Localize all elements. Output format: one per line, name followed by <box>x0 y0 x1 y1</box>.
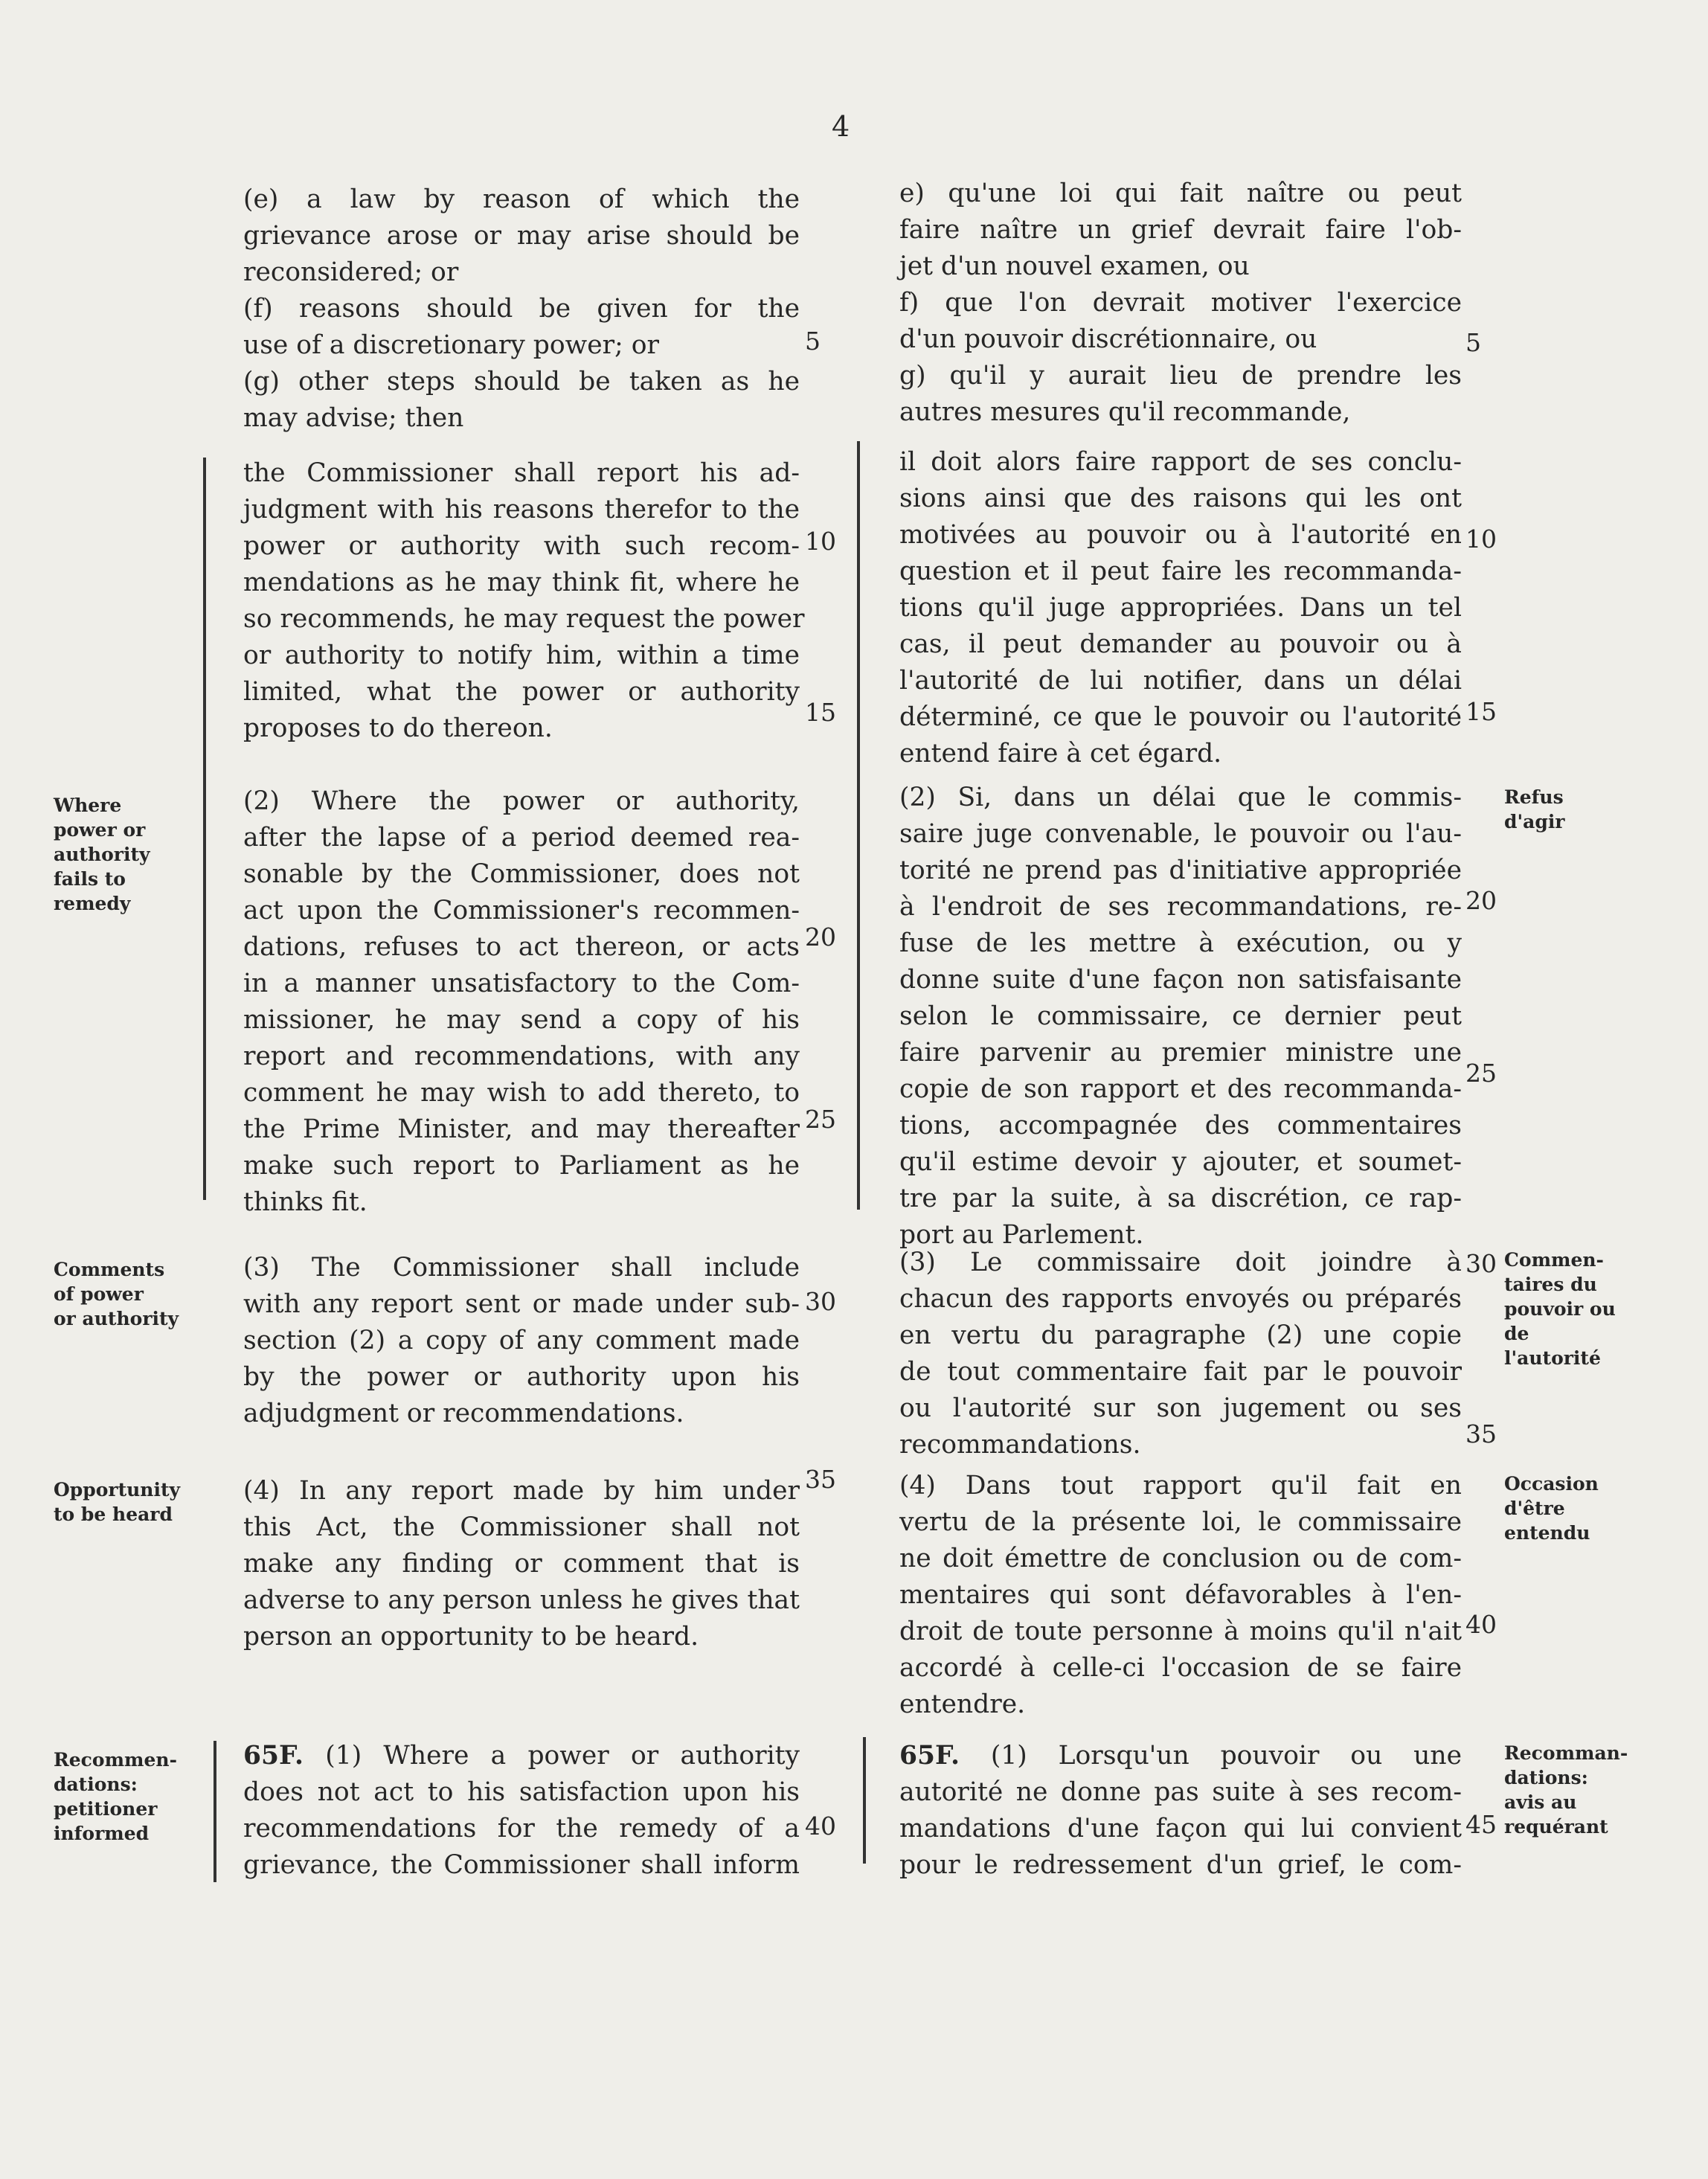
text-line: g) qu'il y aurait lieu de prendre les <box>899 361 1462 391</box>
text-line: adverse to any person unless he gives that <box>243 1585 800 1615</box>
line-number: 15 <box>1465 697 1497 726</box>
text-line: (e) a law by reason of which the <box>243 184 800 214</box>
text-line: à l'endroit de ses recommandations, re- <box>899 892 1462 922</box>
text-line: or authority to notify him, within a time <box>243 641 800 670</box>
margin-note-line: entendu <box>1504 1522 1590 1544</box>
margin-note-line: authority <box>54 844 150 865</box>
text-line: adjudgment or recommendations. <box>243 1399 684 1428</box>
text-line: limited, what the power or authority <box>243 677 800 707</box>
text-line: proposes to do thereon. <box>243 713 553 743</box>
english-paragraph-s2 <box>243 783 800 1221</box>
margin-note-line: pouvoir ou <box>1504 1298 1616 1320</box>
margin-note-line: dations: <box>1504 1767 1588 1788</box>
text-line: copie de son rapport et des recommanda- <box>899 1074 1462 1104</box>
margin-note-comments <box>54 1257 179 1331</box>
french-paragraph-report <box>899 444 1462 772</box>
text-line: port au Parlement. <box>899 1220 1144 1250</box>
change-bar <box>214 1741 216 1882</box>
text-line: jet d'un nouvel examen, ou <box>899 251 1250 281</box>
french-paragraph-e-g <box>899 176 1462 431</box>
margin-note-occasion <box>1504 1472 1599 1545</box>
text-line: (4) Dans tout rapport qu'il fait en <box>899 1471 1462 1501</box>
text-line: judgment with his reasons therefor to the <box>243 495 800 524</box>
text-line: recommandations. <box>899 1430 1141 1460</box>
margin-note-line: petitioner <box>54 1798 158 1820</box>
line-number: 45 <box>1465 1810 1497 1839</box>
margin-note-line: d'être <box>1504 1498 1565 1519</box>
change-bar <box>203 458 206 1200</box>
text-line: donne suite d'une façon non satisfaisante <box>899 965 1462 995</box>
text-line: déterminé, ce que le pouvoir ou l'autorité <box>899 702 1462 732</box>
text-line: chacun des rapports envoyés ou préparés <box>899 1284 1462 1314</box>
text-line: (f) reasons should be given for the <box>243 294 800 324</box>
text-line: section (2) a copy of any comment made <box>243 1326 800 1355</box>
text-line: (3) Le commissaire doit joindre à <box>899 1248 1462 1277</box>
text-line: use of a discretionary power; or <box>243 330 659 360</box>
line-number: 40 <box>1465 1610 1497 1639</box>
text-line: droit de toute personne à moins qu'il n'ait <box>899 1617 1462 1646</box>
text-line: recommendations for the remedy of a <box>243 1814 800 1843</box>
text-line: after the lapse of a period deemed rea- <box>243 823 800 853</box>
text-line: mentaires qui sont défavorables à l'en- <box>899 1580 1462 1610</box>
margin-note-where-fails <box>54 793 150 916</box>
english-paragraph-e-g <box>243 182 800 437</box>
text-line: (4) In any report made by him under <box>243 1476 800 1506</box>
text-line: (2) Si, dans un délai que le commis- <box>899 783 1462 812</box>
text-line: selon le commissaire, ce dernier peut <box>899 1001 1462 1031</box>
text-line: grievance, the Commissioner shall inform <box>243 1850 800 1880</box>
margin-note-line: remedy <box>54 893 131 914</box>
text-line: mendations as he may think fit, where he <box>243 568 800 597</box>
line-number: 15 <box>805 698 836 727</box>
text-line-rest: (1) Where a power or authority <box>304 1741 800 1771</box>
text-line: with any report sent or made under sub- <box>243 1289 800 1319</box>
line-number: 35 <box>1465 1419 1497 1448</box>
line-number: 10 <box>1465 524 1497 553</box>
margin-note-line: informed <box>54 1823 150 1844</box>
line-number: 10 <box>805 527 836 556</box>
text-line <box>899 1738 1462 1774</box>
page-number: 4 <box>832 110 850 143</box>
text-line: tions qu'il juge appropriées. Dans un tel <box>899 593 1462 623</box>
margin-note-line: fails to <box>54 868 126 890</box>
text-line: make any finding or comment that is <box>243 1549 800 1579</box>
text-line: entend faire à cet égard. <box>899 739 1222 768</box>
text-line: d'un pouvoir discrétionnaire, ou <box>899 324 1317 354</box>
english-paragraph-s4 <box>243 1473 800 1655</box>
margin-note-line: Where <box>54 795 122 816</box>
text-line: in a manner unsatisfactory to the Com- <box>243 969 800 998</box>
text-line: e) qu'une loi qui fait naître ou peut <box>899 179 1462 208</box>
text-line: en vertu du paragraphe (2) une copie <box>899 1320 1462 1350</box>
margin-note-commentaires <box>1504 1248 1616 1370</box>
text-line: thinks fit. <box>243 1187 367 1217</box>
text-line: motivées au pouvoir ou à l'autorité en <box>899 520 1462 550</box>
text-line: so recommends, he may request the power <box>243 604 805 634</box>
french-paragraph-s4 <box>899 1468 1462 1723</box>
margin-note-line: taires du <box>1504 1274 1597 1295</box>
text-line: faire parvenir au premier ministre une <box>899 1038 1462 1068</box>
text-line: report and recommendations, with any <box>243 1042 800 1071</box>
text-line: mandations d'une façon qui lui convient <box>899 1814 1462 1843</box>
text-line: this Act, the Commissioner shall not <box>243 1512 800 1542</box>
margin-note-line: Occasion <box>1504 1473 1599 1495</box>
text-line: ou l'autorité sur son jugement ou ses <box>899 1393 1462 1423</box>
line-number: 35 <box>805 1465 836 1494</box>
text-line: de tout commentaire fait par le pouvoir <box>899 1357 1462 1387</box>
text-line: autorité ne donne pas suite à ses recom- <box>899 1777 1462 1807</box>
text-line: tions, accompagnée des commentaires <box>899 1111 1462 1140</box>
text-line: tre par la suite, à sa discrétion, ce rap- <box>899 1184 1462 1213</box>
change-bar <box>863 1737 866 1864</box>
line-number: 30 <box>805 1287 836 1316</box>
text-line: the Commissioner shall report his ad- <box>243 458 800 488</box>
change-bar <box>857 441 860 1210</box>
english-paragraph-s3 <box>243 1250 800 1432</box>
french-paragraph-s65f <box>899 1738 1462 1884</box>
text-line: saire juge convenable, le pouvoir ou l'au- <box>899 819 1462 849</box>
margin-note-line: Recommen- <box>54 1749 177 1771</box>
text-line: pour le redressement d'un grief, le com- <box>899 1850 1462 1880</box>
margin-note-line: Opportunity <box>54 1479 181 1501</box>
text-line: accordé à celle-ci l'occasion de se faire <box>899 1653 1462 1683</box>
margin-note-line: Recomman- <box>1504 1742 1628 1764</box>
text-line: may advise; then <box>243 403 464 433</box>
text-line: reconsidered; or <box>243 257 459 287</box>
margin-note-line: or authority <box>54 1308 179 1329</box>
french-paragraph-s3 <box>899 1245 1462 1463</box>
text-line: comment he may wish to add thereto, to <box>243 1078 800 1108</box>
text-line: does not act to his satisfaction upon his <box>243 1777 800 1807</box>
text-line: act upon the Commissioner's recommen- <box>243 896 800 925</box>
margin-note-line: to be heard <box>54 1504 173 1525</box>
text-line: ne doit émettre de conclusion ou de com- <box>899 1544 1462 1573</box>
margin-note-line: requérant <box>1504 1816 1608 1838</box>
line-number: 30 <box>1465 1249 1497 1278</box>
text-line: the Prime Minister, and may thereafter <box>243 1114 800 1144</box>
text-line: entendre. <box>899 1689 1026 1719</box>
margin-note-refus <box>1504 785 1564 834</box>
margin-note-recommendations <box>54 1748 177 1846</box>
text-line-rest: (1) Lorsqu'un pouvoir ou une <box>960 1741 1462 1771</box>
text-line: sonable by the Commissioner, does not <box>243 859 800 889</box>
text-line: make such report to Parliament as he <box>243 1151 800 1181</box>
text-line: sions ainsi que des raisons qui les ont <box>899 484 1462 513</box>
text-line: qu'il estime devoir y ajouter, et soumet- <box>899 1147 1462 1177</box>
text-line: person an opportunity to be heard. <box>243 1622 699 1652</box>
margin-note-recommandations <box>1504 1741 1628 1839</box>
text-line: grievance arose or may arise should be <box>243 221 800 251</box>
text-line: dations, refuses to act thereon, or acts <box>243 932 800 962</box>
text-line: l'autorité de lui notifier, dans un délai <box>899 666 1462 696</box>
margin-note-line: Commen- <box>1504 1249 1604 1271</box>
line-number: 25 <box>1465 1059 1497 1088</box>
line-number: 40 <box>805 1811 836 1841</box>
margin-note-line: d'agir <box>1504 811 1565 832</box>
margin-note-line: of power <box>54 1283 144 1305</box>
text-line: power or authority with such recom- <box>243 531 800 561</box>
margin-note-line: avis au <box>1504 1791 1577 1813</box>
margin-note-line: de <box>1504 1323 1529 1344</box>
line-number: 25 <box>805 1105 836 1134</box>
text-line: question et il peut faire les recommanda- <box>899 556 1462 586</box>
margin-note-line: Comments <box>54 1259 165 1280</box>
margin-note-opportunity <box>54 1477 180 1527</box>
text-line: vertu de la présente loi, le commissaire <box>899 1507 1462 1537</box>
text-line: fuse de les mettre à exécution, ou y <box>899 928 1462 958</box>
line-number: 5 <box>805 327 821 356</box>
text-line: il doit alors faire rapport de ses conclu- <box>899 447 1462 477</box>
text-line: by the power or authority upon his <box>243 1362 800 1392</box>
english-paragraph-report <box>243 455 805 747</box>
section-number: 65F. <box>243 1741 304 1771</box>
french-paragraph-s2 <box>899 780 1462 1254</box>
margin-note-line: l'autorité <box>1504 1347 1601 1369</box>
section-number: 65F. <box>899 1741 960 1771</box>
line-number: 20 <box>1465 886 1497 915</box>
text-line: autres mesures qu'il recommande, <box>899 397 1351 427</box>
text-line: f) que l'on devrait motiver l'exercice <box>899 288 1462 318</box>
margin-note-line: power or <box>54 819 146 841</box>
text-line: missioner, he may send a copy of his <box>243 1005 800 1035</box>
margin-note-line: Refus <box>1504 786 1564 808</box>
text-line: torité ne prend pas d'initiative appropriée <box>899 856 1462 885</box>
text-line: (3) The Commissioner shall include <box>243 1253 800 1283</box>
text-line <box>243 1738 800 1774</box>
text-line: cas, il peut demander au pouvoir ou à <box>899 629 1462 659</box>
text-line: (2) Where the power or authority, <box>243 786 800 816</box>
line-number: 20 <box>805 922 836 951</box>
english-paragraph-s65f <box>243 1738 800 1884</box>
line-number: 5 <box>1465 328 1481 357</box>
margin-note-line: dations: <box>54 1774 138 1795</box>
text-line: faire naître un grief devrait faire l'ob- <box>899 215 1462 245</box>
text-line: (g) other steps should be taken as he <box>243 367 800 397</box>
